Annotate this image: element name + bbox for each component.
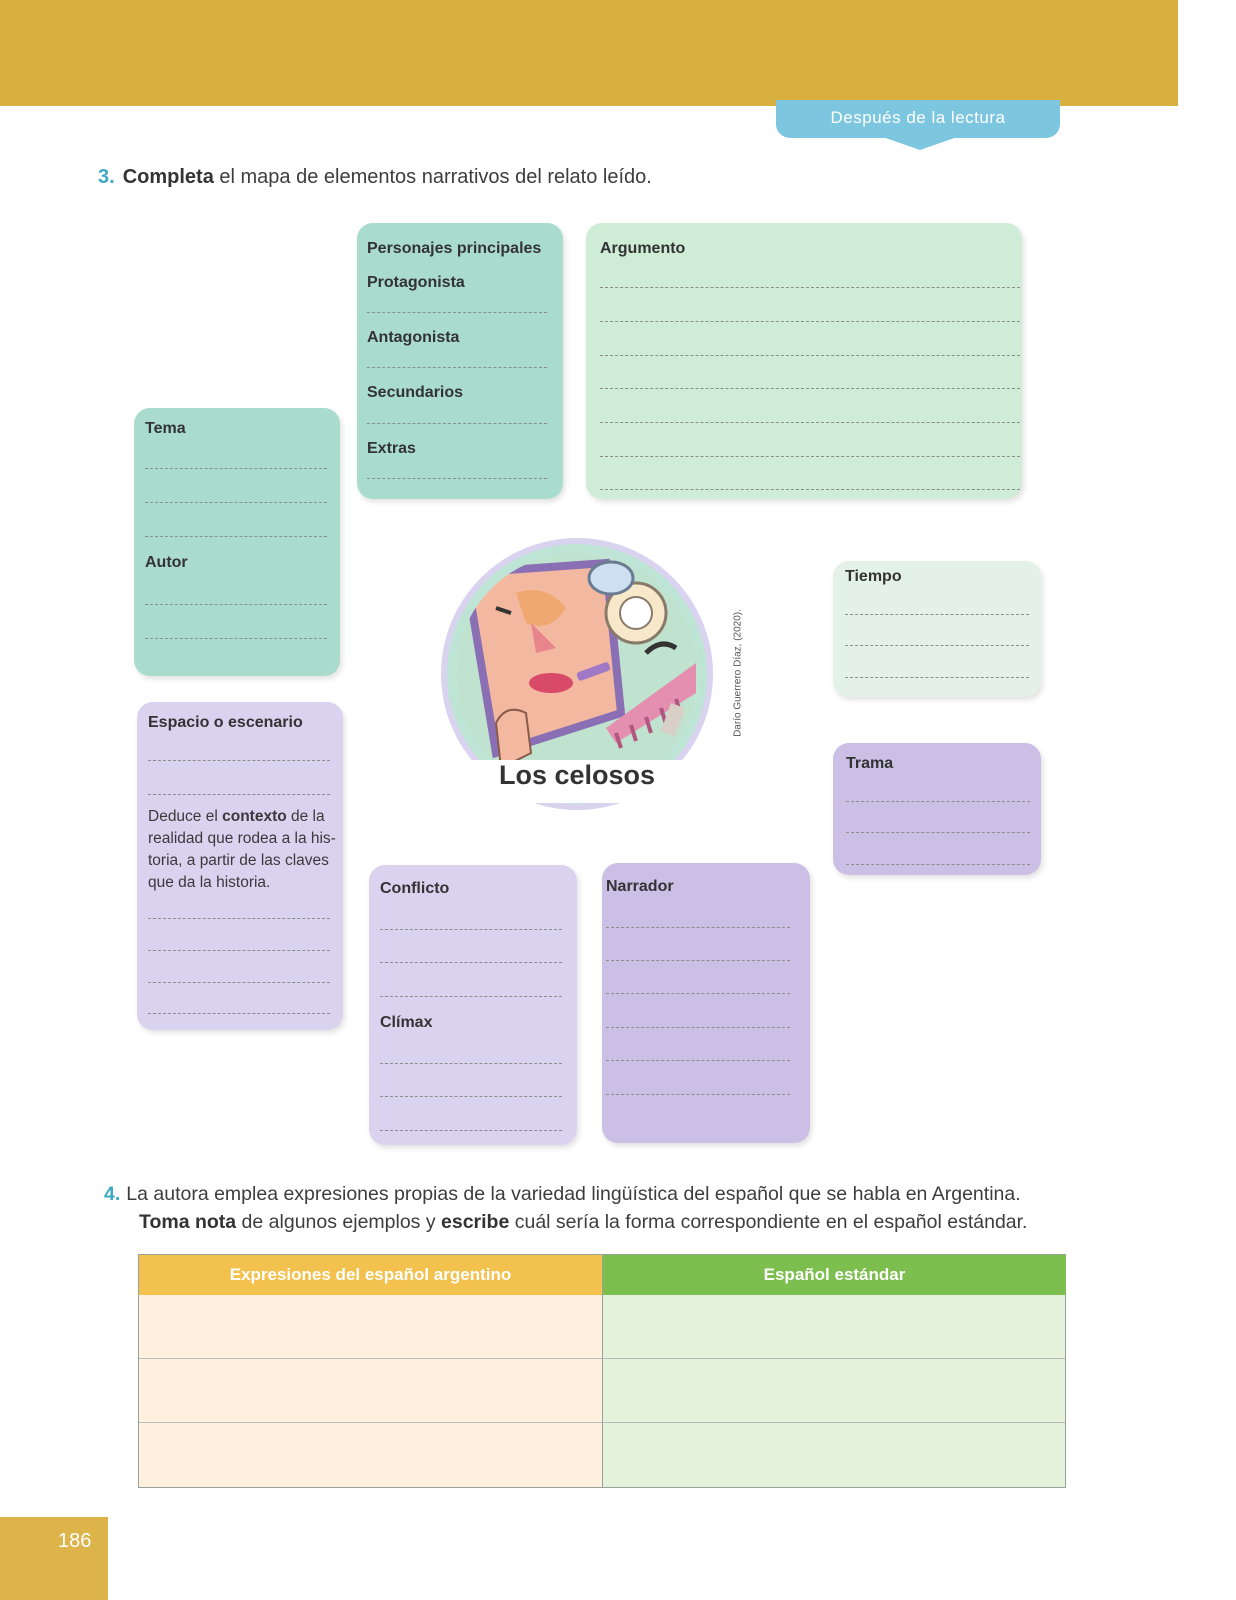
extras-line[interactable] <box>367 478 547 479</box>
table-cell[interactable] <box>139 1423 602 1487</box>
tema-line[interactable] <box>145 468 327 469</box>
argumento-line[interactable] <box>600 355 1020 356</box>
question-number: 3. <box>98 166 115 188</box>
climax-title: Clímax <box>380 1014 433 1031</box>
conflicto-title: Conflicto <box>380 880 450 897</box>
table-cell[interactable] <box>602 1295 1065 1359</box>
espacio-line[interactable] <box>148 918 330 919</box>
table-cell[interactable] <box>602 1359 1065 1423</box>
illustration-art <box>456 553 698 795</box>
tiempo-title: Tiempo <box>845 568 902 585</box>
tema-line[interactable] <box>145 502 327 503</box>
narrador-box <box>602 863 810 1143</box>
argumento-line[interactable] <box>600 287 1020 288</box>
table-cell[interactable] <box>602 1423 1065 1487</box>
section-tab-pointer <box>880 136 960 150</box>
table-header-estandar: Español estándar <box>602 1255 1066 1295</box>
conflicto-line[interactable] <box>380 929 562 930</box>
autor-title: Autor <box>145 554 188 571</box>
narrador-line[interactable] <box>606 1027 790 1028</box>
antagonista-line[interactable] <box>367 367 547 368</box>
narrador-line[interactable] <box>606 1094 790 1095</box>
espacio-line[interactable] <box>148 794 330 795</box>
conflicto-box <box>369 865 577 1145</box>
story-title: Los celosos <box>456 760 698 803</box>
argumento-line[interactable] <box>600 321 1020 322</box>
trama-title: Trama <box>846 755 894 772</box>
table-cell[interactable] <box>139 1295 602 1359</box>
secundarios-line[interactable] <box>367 423 547 424</box>
narrador-title: Narrador <box>606 878 674 895</box>
question-text: el mapa de elementos narrativos del relato leído. <box>213 166 652 188</box>
antagonista-label: Antagonista <box>367 329 460 346</box>
espacio-line[interactable] <box>148 950 330 951</box>
argumento-line[interactable] <box>600 456 1020 457</box>
argumento-line[interactable] <box>600 388 1020 389</box>
argumento-box <box>586 223 1022 499</box>
personajes-title: Personajes principales <box>367 240 542 257</box>
trama-line[interactable] <box>846 832 1030 833</box>
question-3 <box>98 166 652 189</box>
expressions-table <box>138 1254 1066 1488</box>
conflicto-line[interactable] <box>380 996 562 997</box>
question-number: 4. <box>104 1183 121 1205</box>
tema-autor-box <box>134 408 340 676</box>
trama-line[interactable] <box>846 801 1030 802</box>
section-tab: Después de la lectura <box>776 100 1060 138</box>
table-cell[interactable] <box>139 1359 602 1423</box>
argumento-title: Argumento <box>600 240 686 257</box>
espacio-line[interactable] <box>148 760 330 761</box>
trama-line[interactable] <box>846 864 1030 865</box>
question-verb: Completa <box>122 166 214 188</box>
espacio-line[interactable] <box>148 1013 330 1014</box>
protagonista-line[interactable] <box>367 312 547 313</box>
extras-label: Extras <box>367 440 416 457</box>
page-number-bar <box>0 1517 108 1600</box>
autor-line[interactable] <box>145 638 327 639</box>
protagonista-label: Protagonista <box>367 274 465 291</box>
tema-line[interactable] <box>145 536 327 537</box>
question-4: 4. La autora emplea expresiones propias de la variedad lingüística del español que se habla en Argentina. Toma nota de algunos ejemplos y escribe cuál sería la forma correspondiente en el español estándar. <box>104 1183 1028 1233</box>
argumento-line[interactable] <box>600 422 1020 423</box>
tiempo-line[interactable] <box>845 677 1029 678</box>
header-bar <box>0 0 1178 106</box>
page-number: 186 <box>58 1530 92 1552</box>
narrador-line[interactable] <box>606 960 790 961</box>
climax-line[interactable] <box>380 1063 562 1064</box>
narrador-line[interactable] <box>606 927 790 928</box>
climax-line[interactable] <box>380 1130 562 1131</box>
argumento-line[interactable] <box>600 489 1020 490</box>
narrador-line[interactable] <box>606 993 790 994</box>
question-text: La autora emplea expresiones propias de la variedad lingüística del español que se habla en Argentina. <box>126 1183 1021 1205</box>
table-header-argentino: Expresiones del español argentino <box>139 1255 602 1295</box>
story-illustration <box>456 553 698 795</box>
espacio-hint: Deduce el contexto de la realidad que rodea a la his- toria, a partir de las claves que da la historia. <box>148 808 336 891</box>
tema-title: Tema <box>145 420 186 437</box>
climax-line[interactable] <box>380 1096 562 1097</box>
autor-line[interactable] <box>145 604 327 605</box>
conflicto-line[interactable] <box>380 962 562 963</box>
espacio-line[interactable] <box>148 982 330 983</box>
tiempo-line[interactable] <box>845 614 1029 615</box>
espacio-title: Espacio o escenario <box>148 714 303 731</box>
narrador-line[interactable] <box>606 1060 790 1061</box>
secundarios-label: Secundarios <box>367 384 464 401</box>
image-credit: Darío Guerrero Díaz, (2020). <box>732 609 744 737</box>
tiempo-line[interactable] <box>845 645 1029 646</box>
